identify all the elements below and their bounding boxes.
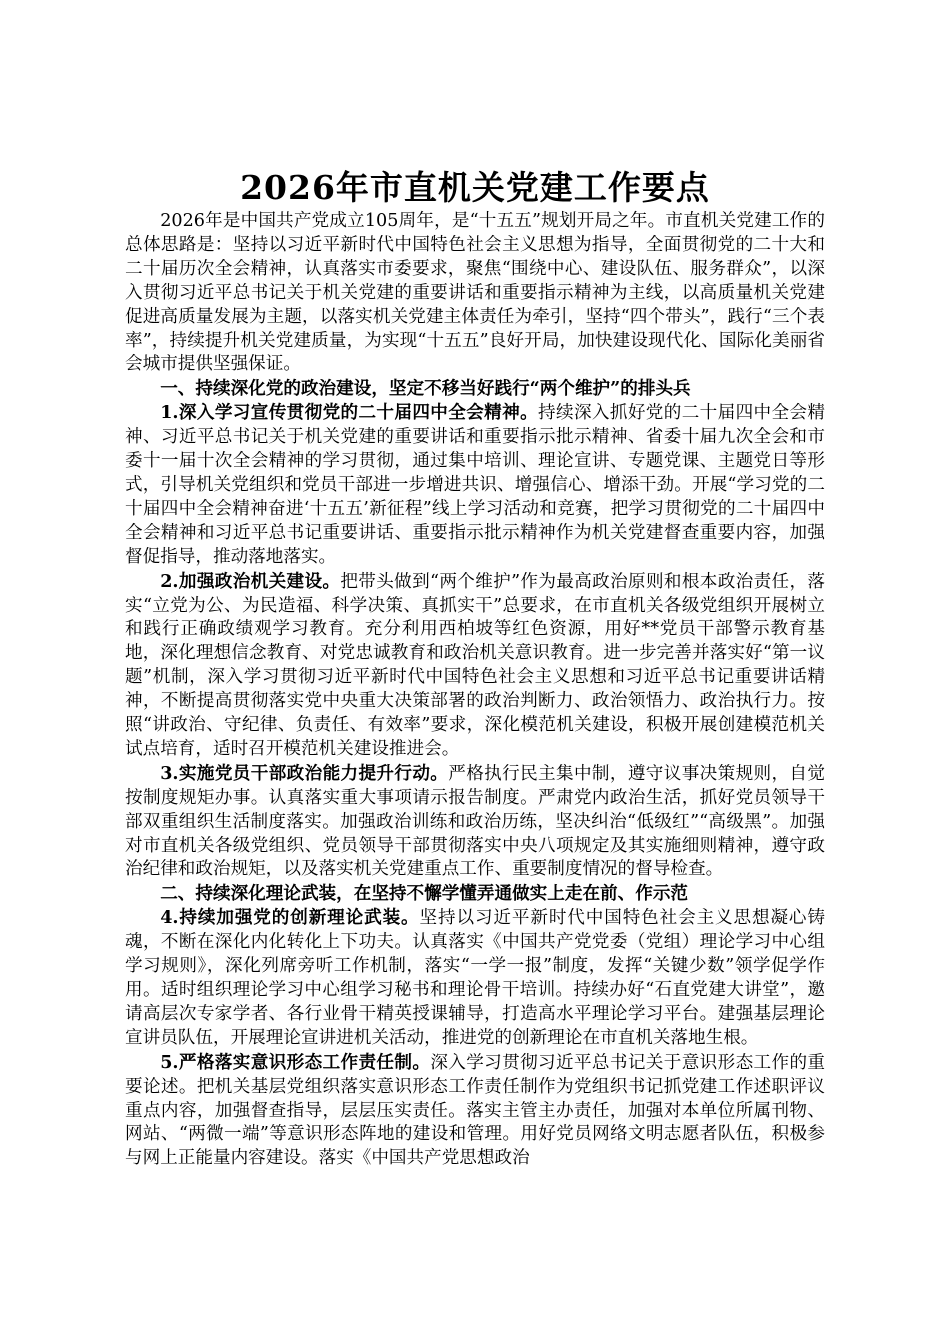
intro-paragraph: 2026年是中国共产党成立105周年，是“十五五”规划开局之年。市直机关党建工作的总体思路是：坚持以习近平新时代中国特色社会主义思想为指导，全面贯彻党的二十大和二十届历次全会精神，认真落实市委要求，聚焦“围绕中心、建设队伍、服务群众”，以深入贯彻习近平总书记关于机关党建的重要讲话和重要指示精神为主线，以高质量机关党建促进高质量发展为主题，以落实机关党建主体责任为牵引，坚持“四个带头”，践行“三个表率”，持续提升机关党建质量，为实现“十五五”良好开局，加快建设现代化、国际化美丽省会城市提供坚强保证。	[125, 211, 825, 375]
item-body-3: 严格执行民主集中制，遵守议事决策规则，自觉按制度规矩办事。认真落实重大事项请示报告制度。严肃党内政治生活，抓好党员领导干部双重组织生活制度落实。加强政治训练和政治历练，坚决纠治“低级红”“高级黑”。加强对市直机关各级党组织、党员领导干部贯彻落实中央八项规定及其实施细则精神，遵守政治纪律和政治规矩，以及落实机关党建重点工作、重要制度情况的督导检查。	[125, 763, 825, 880]
item-lead-4: 4.持续加强党的创新理论武装。	[160, 907, 420, 929]
document-title: 2026年市直机关党建工作要点	[240, 168, 710, 207]
item-paragraph-2	[125, 570, 825, 762]
item-lead-3: 3.实施党员干部政治能力提升行动。	[160, 762, 449, 784]
section-heading-2: 二、持续深化理论武装，在坚持不懈学懂弄通做实上走在前、作示范	[160, 883, 689, 905]
item-lead-2: 2.加强政治机关建设。	[160, 570, 341, 592]
item-body-1: 持续深入抓好党的二十届四中全会精神、习近平总书记关于机关党建的重要讲话和重要指示批示精神、省委十届九次全会和市委十一届十次全会精神的学习贯彻，通过集中培训、理论宣讲、专题党课、主题党日等形式，引导机关党组织和党员干部进一步增进共识、增强信心、增添干劲。开展“学习党的二十届四中全会精神奋进‘十五五’新征程”线上学习活动和竞赛，把学习贯彻党的二十届四中全会精神和习近平总书记重要讲话、重要指示批示精神作为机关党建督查重要内容，加强督促指导，推动落地落实。	[125, 403, 825, 567]
section-heading-1: 一、持续深化党的政治建设，坚定不移当好践行“两个维护”的排头兵	[160, 378, 691, 400]
item-body-5: 深入学习贯彻习近平总书记关于意识形态工作的重要论述。把机关基层党组织落实意识形态工作责任制作为党组织书记抓党建工作述职评议重点内容，加强督查指导，层层压实责任。落实主管主办责任，加强对本单位所属刊物、网站、“两微一端”等意识形态阵地的建设和管理。用好党员网络文明志愿者队伍，积极参与网上正能量内容建设。落实《中国共产党思想政治	[125, 1052, 825, 1169]
item-paragraph-1	[125, 401, 825, 569]
item-body-2: 把带头做到“两个维护”作为最高政治原则和根本政治责任，落实“立党为公、为民造福、科学决策、真抓实干”总要求，在市直机关各级党组织开展树立和践行正确政绩观学习教育。充分利用西柏坡等红色资源，用好**党员干部警示教育基地，深化理想信念教育、对党忠诚教育和政治机关意识教育。进一步完善并落实好“第一议题”机制，深入学习贯彻习近平新时代中国特色社会主义思想和习近平总书记重要讲话精神，不断提高贯彻落实党中央重大决策部署的政治判断力、政治领悟力、政治执行力。按照“讲政治、守纪律、负责任、有效率”要求，深化模范机关建设，积极开展创建模范机关试点培育，适时召开模范机关建设推进会。	[125, 571, 825, 759]
item-lead-5: 5.严格落实意识形态工作责任制。	[160, 1051, 431, 1073]
item-paragraph-5	[125, 1051, 825, 1172]
item-body-4: 坚持以习近平新时代中国特色社会主义思想凝心铸魂，不断在深化内化转化上下功夫。认真落实《中国共产党党委（党组）理论学习中心组学习规则》，深化列席旁听工作机制，落实“一学一报”制度，发挥“关键少数”领学促学作用。适时组织理论学习中心组学习秘书和理论骨干培训。持续办好“石直党建大讲堂”，邀请高层次专家学者、各行业骨干精英授课辅导，打造高水平理论学习平台。建强基层理论宣讲员队伍，开展理论宣讲进机关活动，推进党的创新理论在市直机关落地生根。	[125, 908, 825, 1048]
item-paragraph-3	[125, 762, 825, 883]
item-paragraph-4	[125, 906, 825, 1050]
document-page	[125, 166, 825, 1171]
item-lead-1: 1.深入学习宣传贯彻党的二十届四中全会精神。	[160, 402, 539, 424]
